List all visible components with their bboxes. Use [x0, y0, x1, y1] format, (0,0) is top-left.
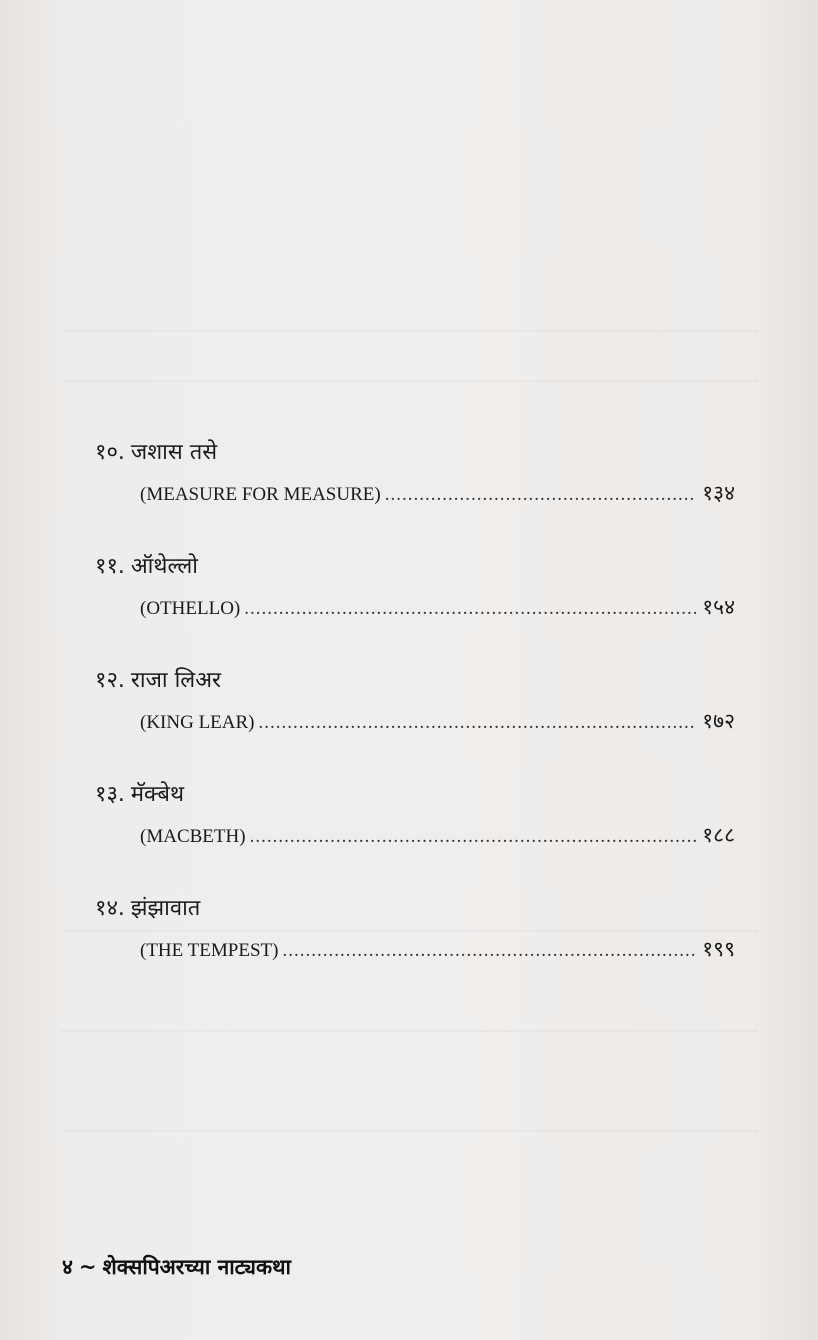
- dot-leader: [244, 592, 696, 626]
- toc-entry-english-title: (MEASURE FOR MEASURE): [140, 484, 381, 505]
- toc-entry-title: जशास तसे: [130, 440, 218, 465]
- toc-entry-heading: [95, 777, 184, 813]
- toc-entry[interactable]: [95, 435, 735, 549]
- toc-entry-heading: [95, 549, 198, 585]
- table-of-contents: [95, 435, 735, 1005]
- toc-entry-english-title: (KING LEAR): [140, 712, 255, 733]
- toc-entry-title: मॅक्बेथ: [130, 782, 185, 807]
- toc-entry[interactable]: [95, 549, 735, 663]
- toc-entry-number: ११.: [95, 554, 125, 579]
- toc-entry-number: १२.: [95, 668, 125, 693]
- toc-entry-page-number: १९९: [702, 937, 735, 961]
- footer-page-number: ४: [62, 1255, 73, 1279]
- toc-entry-number: १०.: [95, 440, 125, 465]
- toc-entry-detail: [140, 704, 735, 740]
- toc-entry-english-title: (MACBETH): [140, 826, 246, 847]
- toc-entry-page-number: १३४: [702, 481, 735, 505]
- dot-leader: [385, 478, 697, 512]
- toc-entry-detail: [140, 476, 735, 512]
- toc-entry-page-number: १७२: [702, 709, 735, 733]
- toc-entry-heading: [95, 663, 221, 699]
- footer-book-title: शेक्सपिअरच्या नाट्यकथा: [102, 1255, 291, 1279]
- toc-entry-english-title: (OTHELLO): [140, 598, 241, 619]
- dot-leader: [259, 706, 697, 740]
- toc-entry-heading: [95, 891, 200, 927]
- dot-leader: [250, 820, 697, 854]
- toc-entry-detail: [140, 932, 735, 968]
- page-footer: [62, 1250, 291, 1284]
- toc-entry-page-number: १५४: [702, 595, 735, 619]
- footer-separator: ~: [78, 1255, 97, 1279]
- dot-leader: [282, 934, 696, 968]
- show-through-line: [60, 1130, 758, 1132]
- toc-entry-english-title: (THE TEMPEST): [140, 940, 279, 961]
- toc-entry-number: १४.: [95, 896, 125, 921]
- toc-entry-page-number: १८८: [702, 823, 735, 847]
- show-through-line: [60, 1030, 758, 1032]
- toc-entry-heading: [95, 435, 217, 471]
- toc-entry[interactable]: [95, 777, 735, 891]
- toc-entry-number: १३.: [95, 782, 125, 807]
- toc-entry-title: ऑथेल्लो: [130, 554, 198, 579]
- toc-entry[interactable]: [95, 891, 735, 1005]
- show-through-line: [60, 380, 758, 382]
- toc-entry-detail: [140, 590, 735, 626]
- show-through-line: [60, 330, 758, 332]
- toc-entry-detail: [140, 818, 735, 854]
- toc-entry[interactable]: [95, 663, 735, 777]
- toc-entry-title: झंझावात: [130, 896, 201, 921]
- toc-entry-title: राजा लिअर: [130, 668, 222, 693]
